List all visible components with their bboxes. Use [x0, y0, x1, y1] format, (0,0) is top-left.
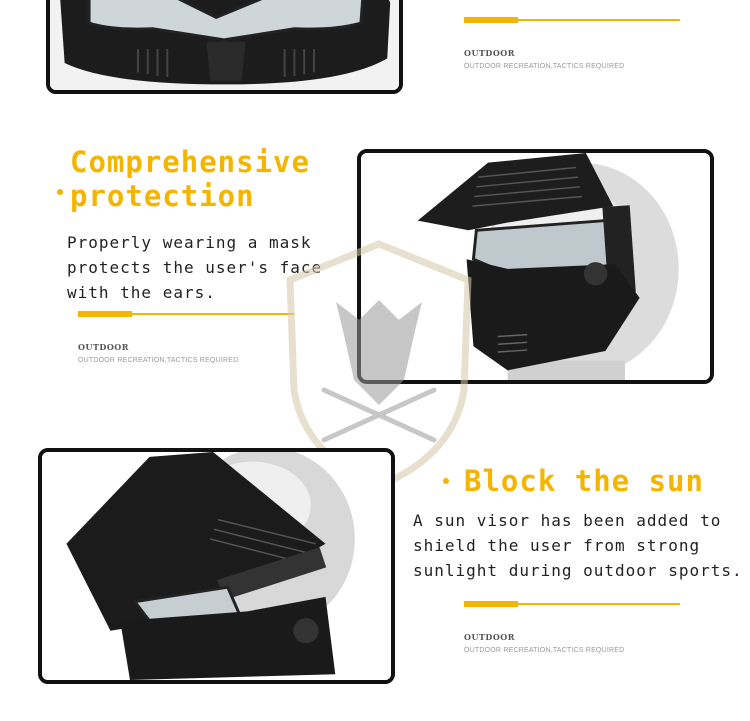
- mask-front-illustration: [50, 0, 399, 90]
- section-body-sun: A sun visor has been added to shield the user from strong sunlight during outdoor sports.: [413, 511, 743, 580]
- product-photo-side: [357, 149, 714, 384]
- section-heading-protection-line2: protection: [70, 179, 255, 213]
- product-photo-front: [46, 0, 403, 94]
- mask-visor-illustration: [42, 452, 391, 680]
- tag-subtitle-3: OUTDOOR RECREATION,TACTICS REQUIRED: [464, 647, 625, 654]
- section-heading-sun: Block the sun: [464, 464, 704, 498]
- section-body-protection: Properly wearing a mask protects the user's face with the ears.: [67, 233, 323, 302]
- tag-title-3: OUTDOOR: [464, 632, 515, 642]
- product-photo-visor: [38, 448, 395, 684]
- heading-bullet-2: [443, 478, 449, 484]
- tag-subtitle-2: OUTDOOR RECREATION,TACTICS REQUIRED: [78, 357, 239, 364]
- tag-title-1: OUTDOOR: [464, 48, 515, 58]
- heading-bullet-1: [57, 189, 63, 195]
- tag-title-2: OUTDOOR: [78, 342, 129, 352]
- tag-subtitle-1: OUTDOOR RECREATION,TACTICS REQUIRED: [464, 63, 625, 70]
- mask-side-illustration: [361, 153, 710, 380]
- section-heading-protection-line1: Comprehensive: [70, 145, 310, 179]
